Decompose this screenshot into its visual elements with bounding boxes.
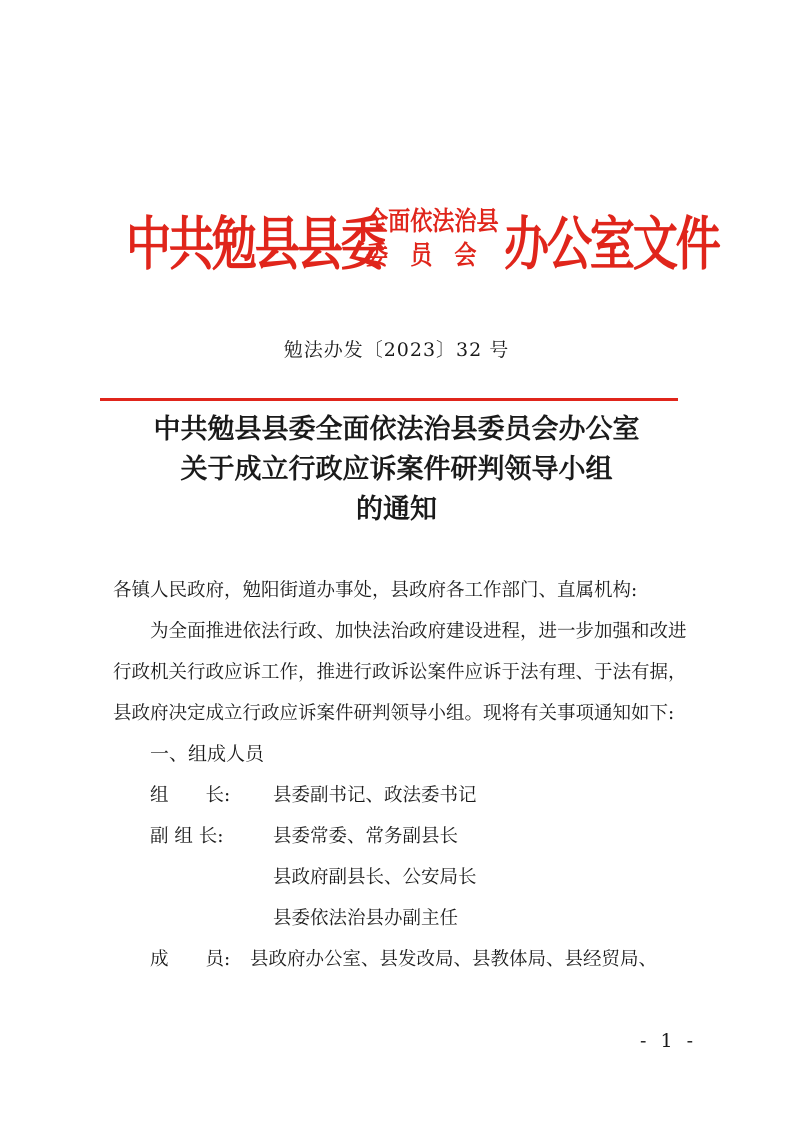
- masthead-right: 办公室文件: [504, 210, 719, 278]
- member-value: 县政府办公室、县发改局、县教体局、县经贸局、: [250, 949, 658, 970]
- member-row-deputy-cont-2: [113, 898, 703, 939]
- document-title: [0, 410, 793, 530]
- member-row-deputy-cont-1: [113, 857, 703, 898]
- member-value: 县委副书记、政法委书记: [273, 785, 477, 806]
- title-line-3: 的通知: [356, 494, 437, 525]
- member-value: 县委常委、常务副县长: [273, 826, 459, 847]
- member-value: 县委依法治县办副主任: [273, 908, 459, 929]
- paragraph-1: 为全面推进依法行政、加快法治政府建设进程，进一步加强和改进行政机关行政应诉工作，推进行政诉讼案件应诉于法有理、于法有据，县政府决定成立行政应诉案件研判领导小组。现将有关事项通知如下:: [113, 621, 687, 724]
- salutation: 各镇人民政府，勉阳街道办事处，县政府各工作部门、直属机构:: [113, 580, 638, 601]
- masthead-middle-top: 全面依法治县: [366, 207, 499, 237]
- masthead-left: 中共勉县县委: [126, 210, 384, 278]
- member-row-deputy: [113, 816, 703, 857]
- page-number: - 1 -: [640, 1030, 698, 1052]
- member-value: 县政府副县长、公安局长: [273, 867, 477, 888]
- title-line-1: 中共勉县县委全面依法治县委员会办公室: [153, 414, 640, 445]
- document-number: 勉法办发〔2023〕32 号: [283, 339, 510, 361]
- member-label: 副 组 长:: [150, 826, 224, 847]
- member-label: 成 员:: [150, 949, 231, 970]
- red-divider: [100, 398, 678, 401]
- member-row-leader: [113, 775, 703, 816]
- document-body: [113, 570, 703, 980]
- masthead-middle: [366, 205, 504, 273]
- title-line-2: 关于成立行政应诉案件研判领导小组: [180, 454, 613, 485]
- member-label: 组 长:: [150, 785, 231, 806]
- section-heading-1: 一、组成人员: [150, 743, 265, 765]
- member-row-members: [113, 939, 703, 980]
- masthead-middle-bottom: 委 员 会: [366, 241, 477, 271]
- red-masthead: [126, 193, 719, 285]
